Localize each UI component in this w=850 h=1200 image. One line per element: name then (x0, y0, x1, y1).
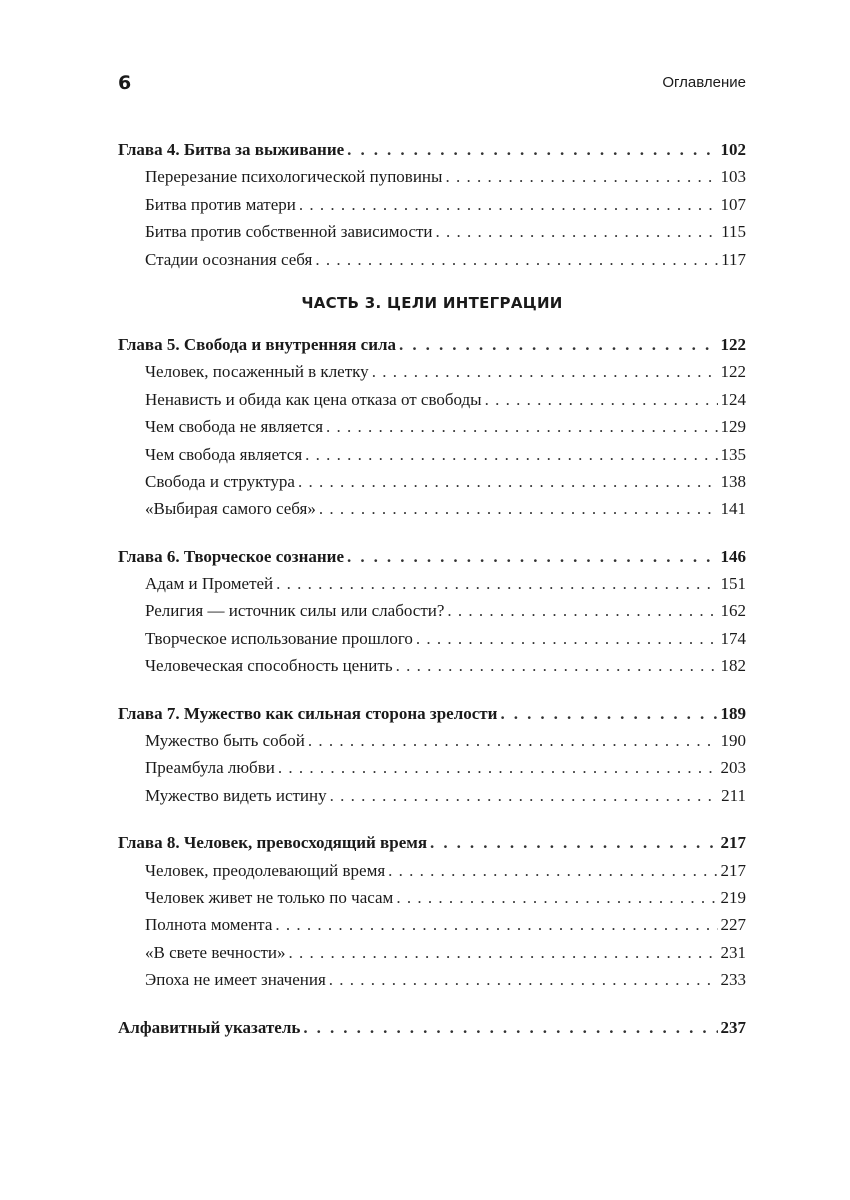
entry-title: «В свете вечности» (145, 942, 286, 962)
toc-entry[interactable] (118, 390, 746, 417)
entry-title: Битва против матери (145, 194, 296, 214)
entry-page: 124 (720, 389, 746, 409)
page-number: 6 (118, 72, 132, 94)
toc-entry[interactable] (118, 601, 746, 628)
chapter-title: Глава 4. Битва за выживание (118, 140, 345, 159)
dot-leader (500, 704, 717, 724)
entry-page: 174 (720, 628, 746, 648)
entry-title: Мужество видеть истину (145, 785, 327, 805)
chapter-page: 122 (720, 334, 746, 354)
entry-page: 135 (720, 444, 746, 464)
toc-entry[interactable] (118, 656, 746, 683)
dot-leader (430, 833, 717, 853)
entry-title: «Выбирая самого себя» (145, 499, 316, 519)
dot-leader (396, 888, 717, 908)
entry-page: 138 (720, 471, 746, 491)
dot-leader (329, 970, 718, 990)
dot-leader (319, 499, 718, 519)
dot-leader (347, 140, 717, 160)
entry-page: 141 (720, 499, 746, 519)
entry-page: 122 (720, 362, 746, 382)
entry-title: Человек, посаженный в клетку (145, 362, 369, 382)
dot-leader (278, 758, 718, 778)
toc-chapter-7[interactable] (118, 704, 746, 731)
toc-entry[interactable] (118, 222, 746, 249)
toc-entry[interactable] (118, 499, 746, 526)
toc-index[interactable] (118, 1018, 746, 1045)
toc-entry[interactable] (118, 861, 746, 888)
toc-entry[interactable] (118, 417, 746, 444)
entry-page: 103 (720, 167, 746, 187)
dot-leader (330, 786, 719, 806)
entry-title: Человек живет не только по часам (145, 887, 394, 907)
toc-entry[interactable] (118, 629, 746, 656)
toc-chapter-5[interactable] (118, 335, 746, 362)
toc-entry[interactable] (118, 786, 746, 813)
dot-leader (388, 861, 717, 881)
entry-title: Стадии осознания себя (145, 249, 313, 269)
dot-leader (303, 1018, 717, 1038)
dot-leader (396, 656, 718, 676)
chapter-page: 146 (720, 546, 746, 566)
toc-chapter-8[interactable] (118, 833, 746, 860)
toc-entry[interactable] (118, 915, 746, 942)
toc-entry[interactable] (118, 195, 746, 222)
toc-entry[interactable] (118, 888, 746, 915)
dot-leader (436, 222, 719, 242)
toc-entry[interactable] (118, 362, 746, 389)
entry-title: Человеческая способность ценить (145, 656, 393, 676)
entry-title: Ненависть и обида как цена отказа от свободы (145, 389, 482, 409)
index-title: Алфавитный указатель (118, 1017, 301, 1037)
table-of-contents (118, 140, 746, 1045)
dot-leader (275, 915, 717, 935)
dot-leader (347, 547, 717, 567)
toc-entry[interactable] (118, 472, 746, 499)
chapter-title: Глава 8. Человек, превосходящий время (118, 833, 428, 853)
dot-leader (315, 250, 718, 270)
dot-leader (289, 943, 718, 963)
chapter-title: Глава 6. Творческое сознание (118, 546, 345, 566)
entry-title: Эпоха не имеет значения (145, 970, 326, 990)
dot-leader (298, 472, 718, 492)
dot-leader (399, 335, 717, 355)
part-heading: ЧАСТЬ 3. ЦЕЛИ ИНТЕГРАЦИИ (301, 293, 563, 312)
entry-page: 129 (720, 417, 746, 437)
entry-title: Религия — источник силы или слабости? (145, 601, 445, 621)
dot-leader (299, 195, 718, 215)
entry-title: Адам и Прометей (145, 574, 274, 594)
entry-page: 117 (721, 249, 746, 269)
entry-title: Полнота момента (145, 915, 273, 935)
dot-leader (308, 731, 718, 751)
entry-title: Чем свобода является (145, 444, 303, 464)
toc-entry[interactable] (118, 943, 746, 970)
entry-title: Творческое использование прошлого (145, 628, 413, 648)
entry-page: 231 (720, 942, 746, 962)
dot-leader (305, 445, 717, 465)
entry-title: Человек, преодолевающий время (145, 860, 386, 880)
toc-entry[interactable] (118, 445, 746, 472)
dot-leader (276, 574, 717, 594)
dot-leader (372, 362, 718, 382)
toc-chapter-4[interactable] (118, 140, 746, 167)
dot-leader (447, 601, 717, 621)
entry-page: 151 (720, 574, 746, 594)
chapter-title: Глава 5. Свобода и внутренняя сила (118, 334, 397, 354)
dot-leader (416, 629, 718, 649)
entry-page: 217 (720, 860, 746, 880)
entry-title: Свобода и структура (145, 471, 295, 491)
entry-page: 219 (720, 887, 746, 907)
entry-page: 182 (720, 656, 746, 676)
entry-page: 162 (720, 601, 746, 621)
entry-page: 211 (721, 785, 746, 805)
entry-page: 203 (720, 758, 746, 778)
entry-title: Мужество быть собой (145, 731, 305, 751)
toc-entry[interactable] (118, 250, 746, 277)
entry-title: Перерезание психологической пуповины (145, 167, 443, 187)
entry-title: Битва против собственной зависимости (145, 222, 433, 242)
index-page: 237 (720, 1017, 746, 1037)
entry-title: Чем свобода не является (145, 417, 324, 437)
entry-page: 190 (720, 731, 746, 751)
chapter-page: 189 (720, 703, 746, 723)
entry-page: 233 (720, 970, 746, 990)
running-head: Оглавление (662, 74, 746, 91)
toc-entry[interactable] (118, 731, 746, 758)
entry-page: 115 (721, 222, 746, 242)
dot-leader (485, 390, 718, 410)
entry-page: 107 (720, 194, 746, 214)
toc-entry[interactable] (118, 758, 746, 785)
dot-leader (326, 417, 717, 437)
toc-entry[interactable] (118, 574, 746, 601)
toc-entry[interactable] (118, 970, 746, 997)
chapter-page: 217 (720, 833, 746, 853)
chapter-title: Глава 7. Мужество как сильная сторона зрелости (118, 703, 498, 723)
entry-page: 227 (720, 915, 746, 935)
dot-leader (445, 167, 717, 187)
toc-chapter-6[interactable] (118, 547, 746, 574)
entry-title: Преамбула любви (145, 758, 275, 778)
chapter-page: 102 (720, 140, 746, 159)
toc-entry[interactable] (118, 167, 746, 194)
